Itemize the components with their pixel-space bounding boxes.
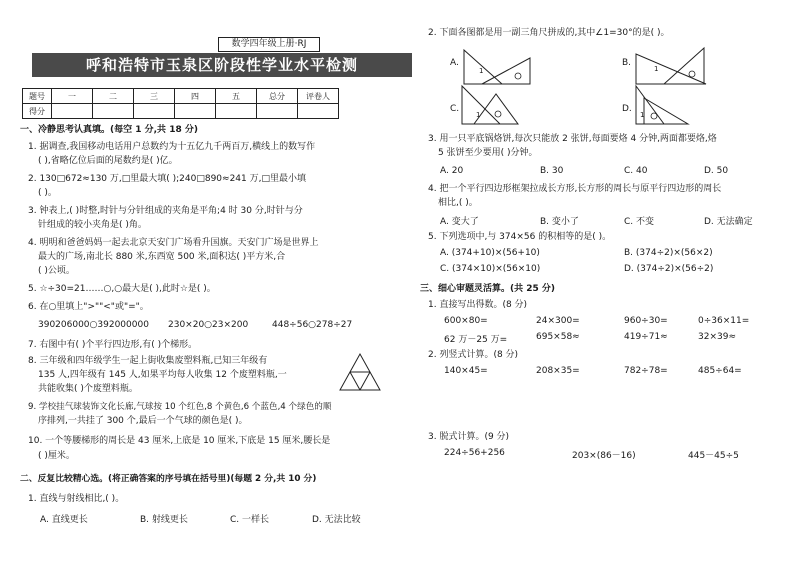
- question-text: 6. 在○里填上">""<"或"="。: [28, 302, 149, 312]
- choice-option: B. 30: [540, 166, 564, 176]
- calc-item: 419÷71≈: [624, 332, 668, 342]
- calc-item: 600×80=: [444, 316, 488, 326]
- question-text: 3. 脱式计算。(9 分): [428, 432, 510, 442]
- score-cell: 得分: [23, 104, 52, 119]
- choice-option: A. 变大了: [440, 217, 479, 227]
- option-label: B.: [622, 58, 632, 68]
- question-text: ( ),省略亿位后面的尾数约是( )亿。: [38, 156, 178, 166]
- triangle-ruler-figure-c: [460, 84, 520, 126]
- question-text: 3. 钟表上,( )时整,时针与分针组成的夹角是平角;4 时 30 分,时针与分: [28, 206, 303, 216]
- score-input-cell[interactable]: [216, 104, 257, 119]
- choice-option: A. 20: [440, 166, 464, 176]
- angle-label: 1: [654, 65, 659, 73]
- choice-option: D. 无法确定: [704, 217, 753, 227]
- section-1-heading: 一、冷静思考认真填。(每空 1 分,共 18 分): [20, 125, 198, 135]
- score-cell: 三: [134, 89, 175, 104]
- calc-item: 695×58≈: [536, 332, 580, 342]
- choice-option: B. (374÷2)×(56×2): [624, 248, 713, 258]
- question-text: 最大的广场,南北长 880 米,东西宽 500 米,面积达( )平方米,合: [38, 252, 286, 262]
- score-cell: 五: [216, 89, 257, 104]
- question-text: ( )厘米。: [38, 451, 75, 461]
- score-table: [22, 88, 339, 119]
- calc-item: 960÷30=: [624, 316, 668, 326]
- score-input-cell[interactable]: [93, 104, 134, 119]
- score-cell: 总分: [257, 89, 298, 104]
- question-text: 8. 三年级和四年级学生一起上街收集废塑料瓶,已知三年级有: [28, 356, 268, 366]
- score-cell: 评卷人: [298, 89, 339, 104]
- subtitle-box: 数学四年级上册·RJ: [218, 37, 320, 52]
- angle-label: 1: [479, 67, 484, 75]
- choice-option: D. 无法比较: [312, 515, 361, 525]
- option-label: A.: [450, 58, 459, 68]
- triangle-ruler-figure-b: [634, 44, 708, 88]
- calc-item: 62 万－25 万=: [444, 335, 508, 345]
- calc-item: 24×300=: [536, 316, 580, 326]
- question-text: ( )公顷。: [38, 266, 75, 276]
- calc-item: 782÷78=: [624, 366, 668, 376]
- choice-option: D. 50: [704, 166, 729, 176]
- triangle-ruler-figure-a: [462, 44, 532, 88]
- score-table-row: [23, 89, 339, 104]
- choice-option: C. 40: [624, 166, 648, 176]
- question-text: 4. 明明和爸爸妈妈一起去北京天安门广场看升国旗。天安门广场是世界上: [28, 238, 319, 248]
- compare-item: 448÷56○278÷27: [272, 320, 353, 330]
- question-text: ( )。: [38, 188, 57, 198]
- question-text: 2. 列竖式计算。(8 分): [428, 350, 519, 360]
- angle-label: 1: [476, 111, 481, 119]
- score-input-cell[interactable]: [52, 104, 93, 119]
- calc-item: 203×(86－16): [572, 451, 636, 461]
- question-text: 1. 据调查,我国移动电话用户总数约为十五亿九千两百万,横线上的数写作: [28, 142, 316, 152]
- score-cell: 四: [175, 89, 216, 104]
- score-input-cell[interactable]: [257, 104, 298, 119]
- question-text: 2. 130□672≈130 万,□里最大填( );240□890≈241 万,□里最小填: [28, 174, 306, 184]
- score-input-cell[interactable]: [298, 104, 339, 119]
- angle-label: 1: [640, 111, 645, 119]
- question-text: 4. 把一个平行四边形框架拉成长方形,长方形的周长与原平行四边形的周长: [428, 184, 722, 194]
- score-input-cell[interactable]: [134, 104, 175, 119]
- question-text: 3. 用一只平底锅烙饼,每次只能放 2 张饼,每面要烙 4 分钟,两面都要烙,烙: [428, 134, 717, 144]
- calc-item: 445－45÷5: [688, 451, 739, 461]
- question-text: 2. 下面各图都是用一副三角尺拼成的,其中∠1=30°的是( )。: [428, 28, 670, 38]
- question-text: 9. 学校挂气球装饰文化长廊,气球按 10 个红色,8 个黄色,6 个蓝色,4 个绿色的顺: [28, 402, 332, 412]
- triangle-figure: [338, 352, 382, 392]
- section-2-heading: 二、反复比较精心选。(将正确答案的序号填在括号里)(每题 2 分,共 10 分): [20, 474, 317, 484]
- score-cell: 二: [93, 89, 134, 104]
- question-text: 针组成的较小夹角是( )角。: [38, 220, 147, 230]
- choice-option: C. 不变: [624, 217, 655, 227]
- section-3-heading: 三、细心审题灵活算。(共 25 分): [420, 284, 556, 294]
- question-text: 1. 直接写出得数。(8 分): [428, 300, 528, 310]
- option-label: D.: [622, 104, 632, 114]
- question-text: 序排列,一共挂了 300 个,最后一个气球的颜色是( )。: [38, 416, 248, 426]
- question-text: 相比,( )。: [438, 198, 478, 208]
- question-text: 7. 右图中有( )个平行四边形,有( )个梯形。: [28, 340, 198, 350]
- question-text: 135 人,四年级有 145 人,如果平均每人收集 12 个废塑料瓶,一: [38, 370, 287, 380]
- compare-item: 390206000○392000000: [38, 320, 149, 330]
- choice-option: C. (374×10)×(56×10): [440, 264, 541, 274]
- question-text: 10. 一个等腰梯形的周长是 43 厘米,上底是 10 厘米,下底是 15 厘米,腰长是: [28, 436, 331, 446]
- calc-item: 485÷64=: [698, 366, 742, 376]
- score-input-cell[interactable]: [175, 104, 216, 119]
- choice-option: B. 射线更长: [140, 515, 188, 525]
- calc-item: 224÷56+256: [444, 448, 505, 458]
- question-text: 共能收集( )个废塑料瓶。: [38, 384, 138, 394]
- calc-item: 0÷36×11=: [698, 316, 750, 326]
- calc-item: 140×45=: [444, 366, 488, 376]
- choice-option: A. (374+10)×(56+10): [440, 248, 540, 258]
- question-text: 5. 下列选项中,与 374×56 的积相等的是( )。: [428, 232, 612, 242]
- score-cell: 题号: [23, 89, 52, 104]
- question-text: 5. ☆÷30=21……○,○最大是( ),此时☆是( )。: [28, 284, 216, 294]
- choice-option: A. 直线更长: [40, 515, 88, 525]
- calc-item: 208×35=: [536, 366, 580, 376]
- question-text: 5 张饼至少要用( )分钟。: [438, 148, 538, 158]
- score-cell: 一: [52, 89, 93, 104]
- question-text: 1. 直线与射线相比,( )。: [28, 494, 125, 504]
- calc-item: 32×39≈: [698, 332, 736, 342]
- option-label: C.: [450, 104, 460, 114]
- choice-option: B. 变小了: [540, 217, 579, 227]
- score-table-row: [23, 104, 339, 119]
- choice-option: C. 一样长: [230, 515, 270, 525]
- page-title: 呼和浩特市玉泉区阶段性学业水平检测: [32, 53, 412, 77]
- compare-item: 230×20○23×200: [168, 320, 249, 330]
- choice-option: D. (374÷2)×(56÷2): [624, 264, 714, 274]
